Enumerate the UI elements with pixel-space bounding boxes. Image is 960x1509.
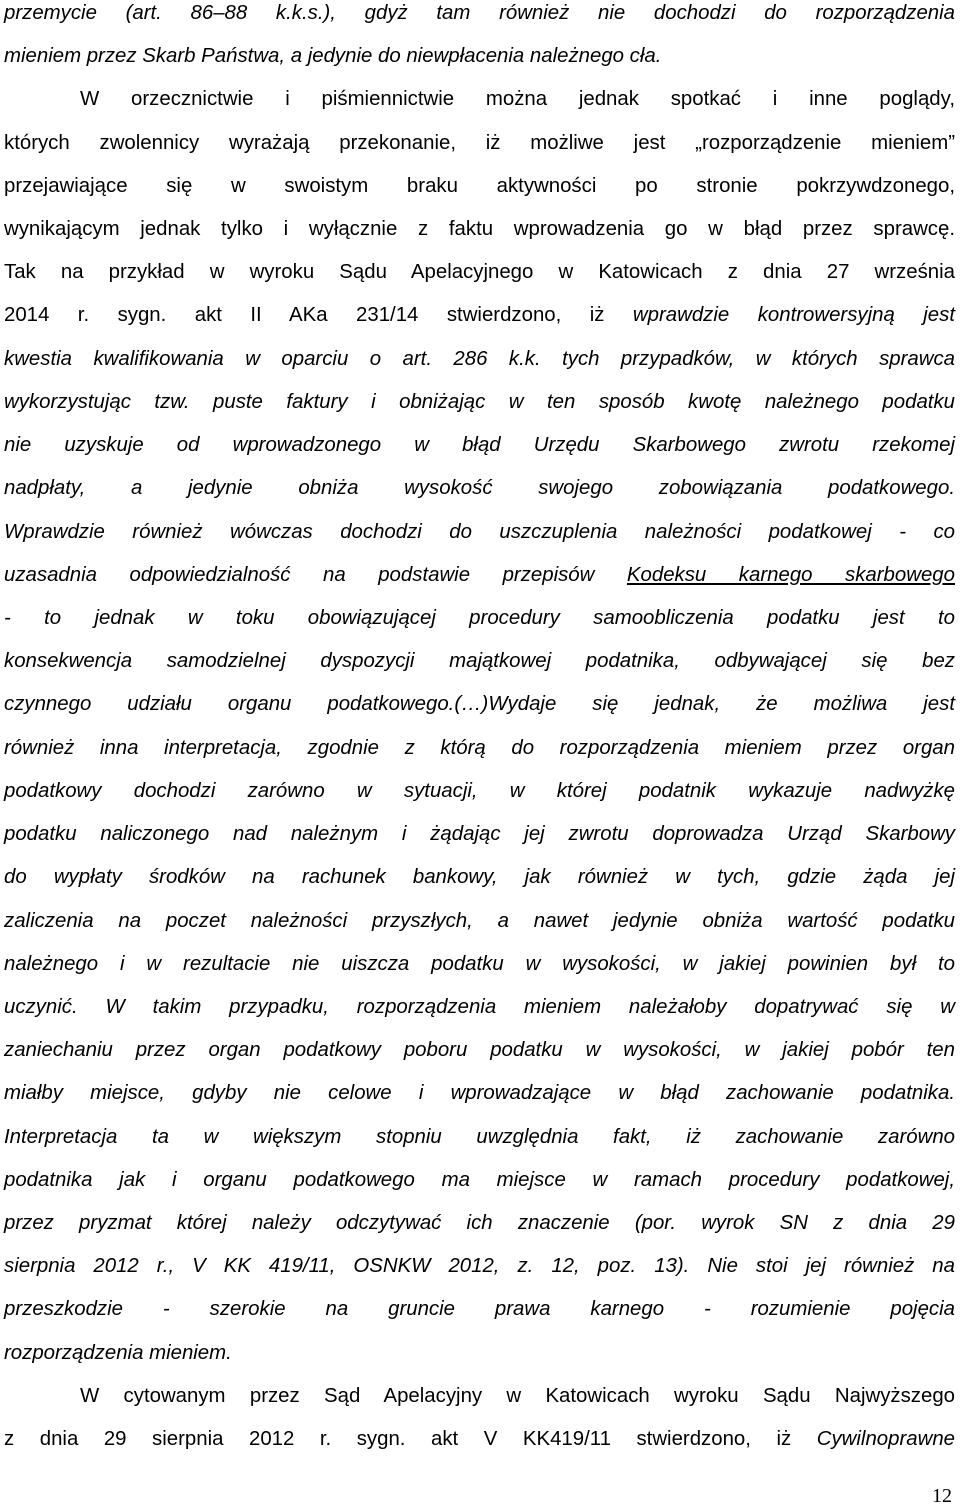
text-run: przejawiające się w swoistym braku aktywności po stronie pokrzywdzonego, [4, 175, 955, 197]
text-run: 2014 r. sygn. akt II AKa 231/14 stwierdzono, iż [4, 304, 633, 326]
text-line [4, 1081, 955, 1105]
text-run: rozporządzenia mieniem. [4, 1342, 232, 1364]
text-run: miałby miejsce, gdyby nie celowe i wprowadzające w błąd zachowanie podatnika. [4, 1082, 955, 1104]
text-line [4, 1038, 955, 1062]
text-run: wynikającym jednak tylko i wyłącznie z faktu wprowadzenia go w błąd przez sprawcę. [4, 218, 955, 240]
text-run: zaliczenia na poczet należności przyszłych, a nawet jedynie obniża wartość podatku [4, 910, 955, 932]
text-run: nie uzyskuje od wprowadzonego w błąd Urzędu Skarbowego zwrotu rzekomej [4, 434, 955, 456]
text-line [4, 347, 955, 371]
text-line [4, 520, 955, 544]
text-run: wykorzystując tzw. puste faktury i obniżając w ten sposób kwotę należnego podatku [4, 391, 955, 413]
text-run: uzasadnia odpowiedzialność na podstawie przepisów [4, 564, 627, 586]
text-line [4, 1168, 955, 1192]
text-run: Wprawdzie również wówczas dochodzi do uszczuplenia należności podatkowej - co [4, 521, 955, 543]
text-line [4, 260, 955, 284]
text-line [4, 952, 955, 976]
text-run: uczynić. W takim przypadku, rozporządzenia mieniem należałoby dopatrywać się w [4, 996, 955, 1018]
text-run: W cytowanym przez Sąd Apelacyjny w Katowicach wyroku Sądu Najwyższego [80, 1385, 955, 1407]
text-line [4, 736, 955, 760]
text-line [4, 1297, 955, 1321]
paragraph-start-line [80, 87, 955, 111]
text-line [4, 217, 955, 241]
text-run: Interpretacja ta w większym stopniu uwzględnia fakt, iż zachowanie zarówno [4, 1126, 955, 1148]
text-line [4, 44, 661, 68]
text-run: podatkowy dochodzi zarówno w sytuacji, w której podatnik wykazuje nadwyżkę [4, 780, 955, 802]
text-run: Tak na przykład w wyroku Sądu Apelacyjnego w Katowicach z dnia 27 września [4, 261, 955, 283]
text-line [4, 563, 955, 587]
text-run: przeszkodzie - szerokie na gruncie prawa karnego - rozumienie pojęcia [4, 1298, 955, 1320]
text-run: Cywilnoprawne [816, 1428, 955, 1450]
text-line [4, 1427, 955, 1451]
text-run: podatnika jak i organu podatkowego ma miejsce w ramach procedury podatkowej, [4, 1169, 955, 1191]
paragraph-start-line [80, 1384, 955, 1408]
text-run: przez pryzmat której należy odczytywać ich znaczenie (por. wyrok SN z dnia 29 [4, 1212, 955, 1234]
text-line [4, 909, 955, 933]
text-run: nadpłaty, a jedynie obniża wysokość swojego zobowiązania podatkowego. [4, 477, 955, 499]
text-line [4, 303, 955, 327]
text-line [4, 1, 955, 25]
text-run: - to jednak w toku obowiązującej procedury samoobliczenia podatku jest to [4, 607, 955, 629]
text-line [4, 692, 955, 716]
text-run: do wypłaty środków na rachunek bankowy, jak również w tych, gdzie żąda jej [4, 866, 955, 888]
text-line [4, 1211, 955, 1235]
text-line [4, 822, 955, 846]
text-run: czynnego udziału organu podatkowego.(…)Wydaje się jednak, że możliwa jest [4, 693, 955, 715]
text-run: konsekwencja samodzielnej dyspozycji majątkowej podatnika, odbywającej się bez [4, 650, 955, 672]
text-line [4, 131, 955, 155]
text-line [4, 995, 955, 1019]
text-run: sierpnia 2012 r., V KK 419/11, OSNKW 2012, z. 12, poz. 13). Nie stoi jej również na [4, 1255, 955, 1277]
text-run: wprawdzie kontrowersyjną jest [632, 304, 955, 326]
text-line [4, 1341, 232, 1365]
text-run: mieniem przez Skarb Państwa, a jedynie do niewpłacenia należnego cła. [4, 45, 662, 67]
text-line [4, 433, 955, 457]
text-line [4, 174, 955, 198]
text-run: kwestia kwalifikowania w oparciu o art. 286 k.k. tych przypadków, w których sprawca [4, 348, 955, 370]
text-line [4, 779, 955, 803]
page-number: 12 [932, 1485, 952, 1507]
text-run: zaniechaniu przez organ podatkowy poboru podatku w wysokości, w jakiej pobór ten [4, 1039, 955, 1061]
text-line [4, 649, 955, 673]
text-run: W orzecznictwie i piśmiennictwie można jednak spotkać i inne poglądy, [80, 88, 955, 110]
text-run: należnego i w rezultacie nie uiszcza podatku w wysokości, w jakiej powinien był to [4, 953, 955, 975]
text-line [4, 865, 955, 889]
text-line [4, 390, 955, 414]
text-line [4, 606, 955, 630]
text-line [4, 476, 955, 500]
text-run: z dnia 29 sierpnia 2012 r. sygn. akt V KK419/11 stwierdzono, iż [4, 1428, 817, 1450]
text-line [4, 1125, 955, 1149]
text-line [4, 1254, 955, 1278]
kodeks-karny-skarbowy-link[interactable]: Kodeksu karnego skarbowego [626, 564, 955, 586]
text-run: przemycie (art. 86–88 k.k.s.), gdyż tam również nie dochodzi do rozporządzenia [4, 2, 955, 24]
text-run: których zwolennicy wyrażają przekonanie, iż możliwe jest „rozporządzenie mieniem” [4, 132, 955, 154]
text-run: również inna interpretacja, zgodnie z którą do rozporządzenia mieniem przez organ [4, 737, 955, 759]
text-run: podatku naliczonego nad należnym i żądając jej zwrotu doprowadza Urząd Skarbowy [4, 823, 955, 845]
